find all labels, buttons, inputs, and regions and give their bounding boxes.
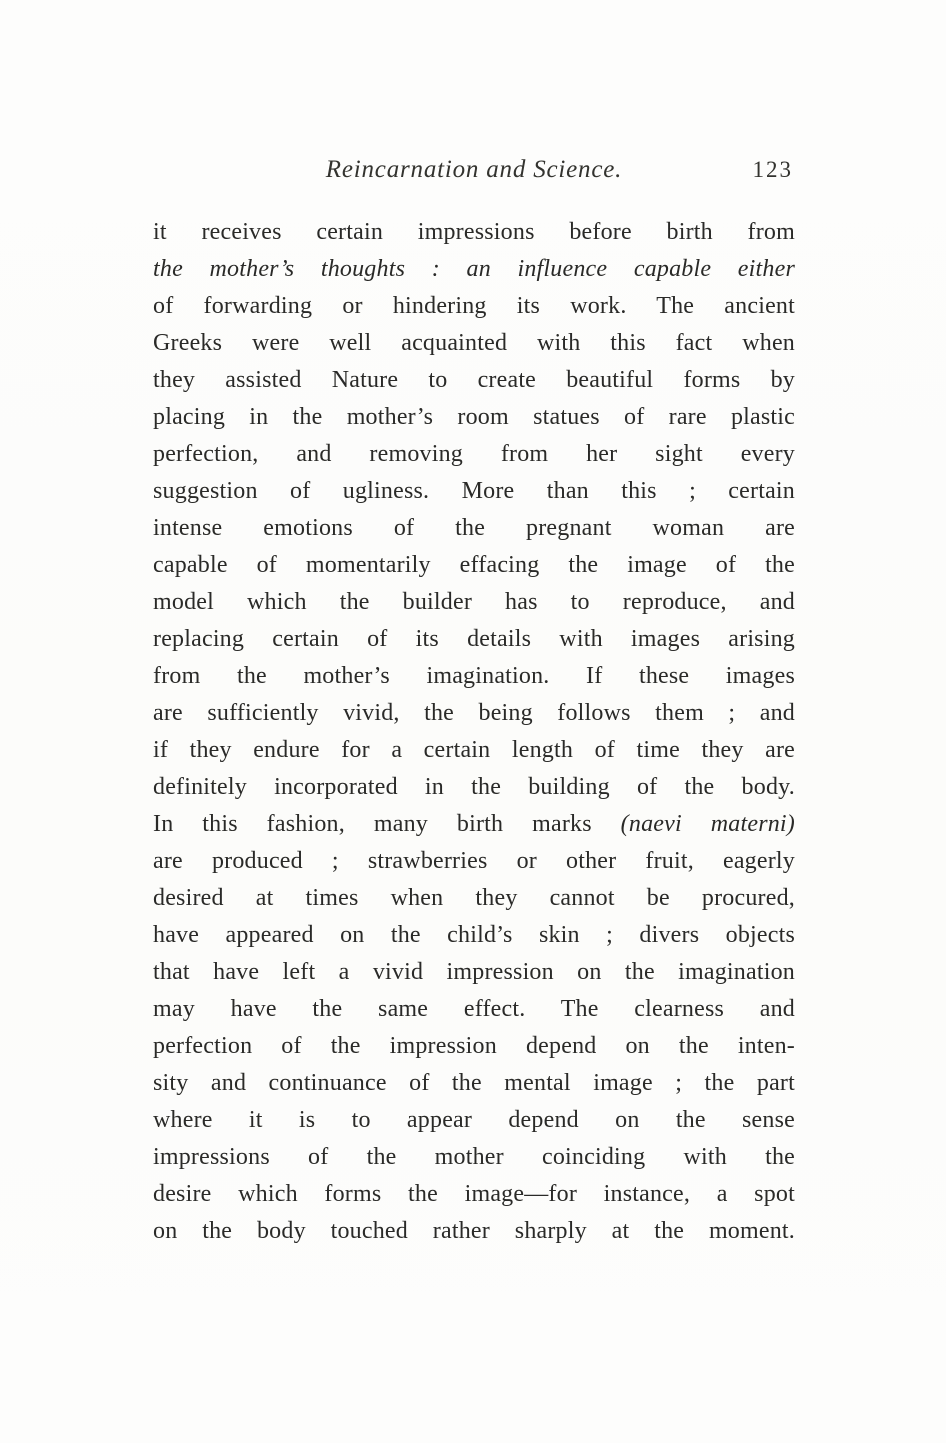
text-line: perfection, and removing from her sight every: [153, 441, 795, 467]
text-line: sity and continuance of the mental image ; the part: [153, 1070, 795, 1096]
text-line: the mother’s thoughts : an influence capable either: [153, 256, 795, 282]
text-line: where it is to appear depend on the sense: [153, 1107, 795, 1133]
text-line: definitely incorporated in the building of the body.: [153, 774, 795, 800]
text-line: impressions of the mother coinciding with the: [153, 1144, 795, 1170]
text-line: placing in the mother’s room statues of rare plastic: [153, 404, 795, 430]
text-line: are produced ; strawberries or other fruit, eagerly: [153, 848, 795, 874]
text-line: if they endure for a certain length of time they are: [153, 737, 795, 763]
text-line: may have the same effect. The clearness and: [153, 996, 795, 1022]
text-line: are sufficiently vivid, the being follows them ; and: [153, 700, 795, 726]
text-line: of forwarding or hindering its work. The ancient: [153, 293, 795, 319]
text-line: they assisted Nature to create beautiful forms by: [153, 367, 795, 393]
body-text: [153, 214, 795, 1250]
text-line: perfection of the impression depend on the inten-: [153, 1033, 795, 1059]
text-line: it receives certain impressions before birth from: [153, 219, 795, 245]
text-segment: In this fashion, many birth marks: [153, 811, 621, 837]
text-line: replacing certain of its details with images arising: [153, 626, 795, 652]
text-column: [153, 156, 795, 1250]
text-line: desire which forms the image—for instance, a spot: [153, 1181, 795, 1207]
page-title: Reincarnation and Science.: [325, 156, 623, 183]
text-line: capable of momentarily effacing the image of the: [153, 552, 795, 578]
page-number: 123: [752, 157, 793, 182]
italic-phrase: (naevi materni): [620, 811, 795, 837]
text-line: Greeks were well acquainted with this fact when: [153, 330, 795, 356]
page-header: [153, 156, 795, 194]
text-line: on the body touched rather sharply at the moment.: [153, 1218, 795, 1244]
text-line: from the mother’s imagination. If these images: [153, 663, 795, 689]
text-line: model which the builder has to reproduce, and: [153, 589, 795, 615]
text-line: intense emotions of the pregnant woman are: [153, 515, 795, 541]
text-line: [153, 806, 795, 843]
text-line: that have left a vivid impression on the imagination: [153, 959, 795, 985]
text-line: have appeared on the child’s skin ; divers objects: [153, 922, 795, 948]
text-line: suggestion of ugliness. More than this ; certain: [153, 478, 795, 504]
text-line: desired at times when they cannot be procured,: [153, 885, 795, 911]
